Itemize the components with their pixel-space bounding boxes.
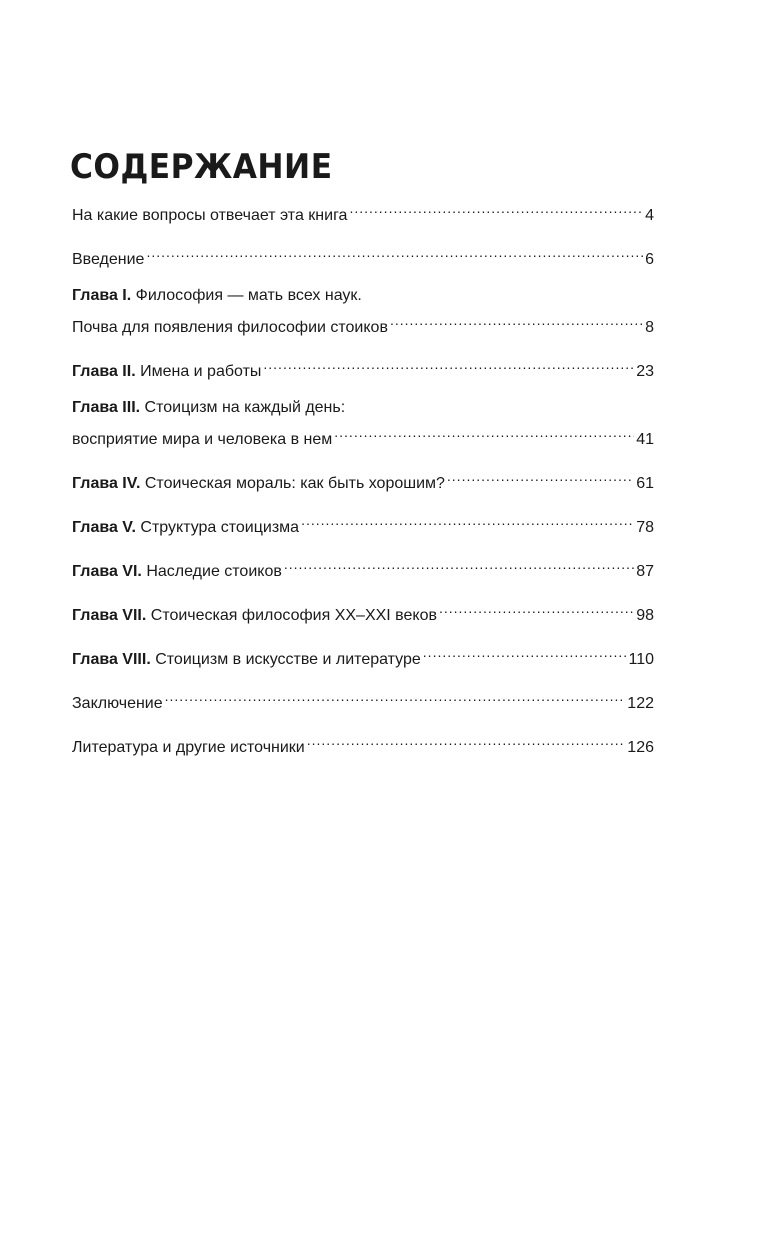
toc-entry-chapter-3[interactable] — [72, 396, 654, 452]
toc-entry-label: Структура стоицизма — [140, 519, 300, 536]
toc-chapter-number: Глава VI. — [72, 563, 142, 580]
toc-chapter-number: Глава II. — [72, 363, 136, 380]
toc-entry-conclusion[interactable] — [72, 684, 654, 716]
toc-entry-chapter-4[interactable] — [72, 464, 654, 496]
toc-entry-chapter-7[interactable] — [72, 596, 654, 628]
toc-page — [72, 138, 654, 772]
toc-entry-label: Литература и другие источники — [72, 739, 305, 756]
toc-page-number: 6 — [645, 251, 654, 268]
toc-chapter-number: Глава VIII. — [72, 651, 151, 668]
toc-chapter-number: Глава III. — [72, 399, 141, 416]
toc-entry-introduction[interactable] — [72, 240, 654, 272]
toc-entry-chapter-5[interactable] — [72, 508, 654, 540]
toc-leader-dots — [423, 640, 627, 664]
toc-leader-dots — [146, 240, 643, 264]
toc-entry-chapter-8[interactable] — [72, 640, 654, 672]
toc-chapter-number: Глава IV. — [72, 475, 141, 492]
toc-leader-dots — [447, 464, 634, 488]
toc-entry-chapter-1[interactable] — [72, 284, 654, 340]
toc-page-number: 78 — [636, 519, 654, 536]
toc-leader-dots — [263, 352, 634, 376]
toc-leader-dots — [349, 196, 643, 220]
toc-entry-label: На какие вопросы отвечает эта книга — [72, 207, 348, 224]
toc-page-number: 126 — [627, 739, 654, 756]
toc-chapter-number: Глава V. — [72, 519, 136, 536]
toc-entry-label: Введение — [72, 251, 145, 268]
toc-entry-chapter-2[interactable] — [72, 352, 654, 384]
toc-leader-dots — [439, 596, 634, 620]
toc-entry-label: восприятие мира и человека в нем — [72, 431, 333, 448]
toc-entry-intro-questions[interactable] — [72, 196, 654, 228]
toc-chapter-number: Глава VII. — [72, 607, 147, 624]
toc-entry-label-line1: Стоицизм на каждый день: — [144, 399, 346, 416]
toc-entry-label: Стоицизм в искусстве и литературе — [155, 651, 421, 668]
toc-leader-dots — [390, 308, 643, 332]
toc-page-number: 87 — [636, 563, 654, 580]
toc-entry-label: Заключение — [72, 695, 163, 712]
toc-page-number: 23 — [636, 363, 654, 380]
toc-chapter-number: Глава I. — [72, 287, 132, 304]
toc-leader-dots — [307, 728, 626, 752]
toc-page-number: 98 — [636, 607, 654, 624]
toc-leader-dots — [334, 420, 634, 444]
toc-list — [72, 196, 654, 760]
toc-entry-label: Стоическая мораль: как быть хорошим? — [144, 475, 445, 492]
toc-entry-label: Стоическая философия XX–XXI веков — [150, 607, 437, 624]
toc-entry-label-line1: Философия — мать всех наук. — [135, 287, 362, 304]
toc-page-number: 61 — [636, 475, 654, 492]
toc-entry-label: Наследие стоиков — [146, 563, 282, 580]
toc-entry-bibliography[interactable] — [72, 728, 654, 760]
toc-entry-chapter-6[interactable] — [72, 552, 654, 584]
toc-leader-dots — [301, 508, 634, 532]
toc-page-number: 4 — [645, 207, 654, 224]
toc-title: СОДЕРЖАНИЕ — [70, 147, 333, 187]
toc-page-number: 122 — [627, 695, 654, 712]
toc-entry-label: Имена и работы — [140, 363, 262, 380]
toc-page-number: 110 — [628, 651, 654, 668]
toc-page-number: 8 — [645, 319, 654, 336]
toc-leader-dots — [284, 552, 634, 576]
toc-entry-label: Почва для появления философии стоиков — [72, 319, 388, 336]
toc-leader-dots — [165, 684, 626, 708]
toc-page-number: 41 — [636, 431, 654, 448]
